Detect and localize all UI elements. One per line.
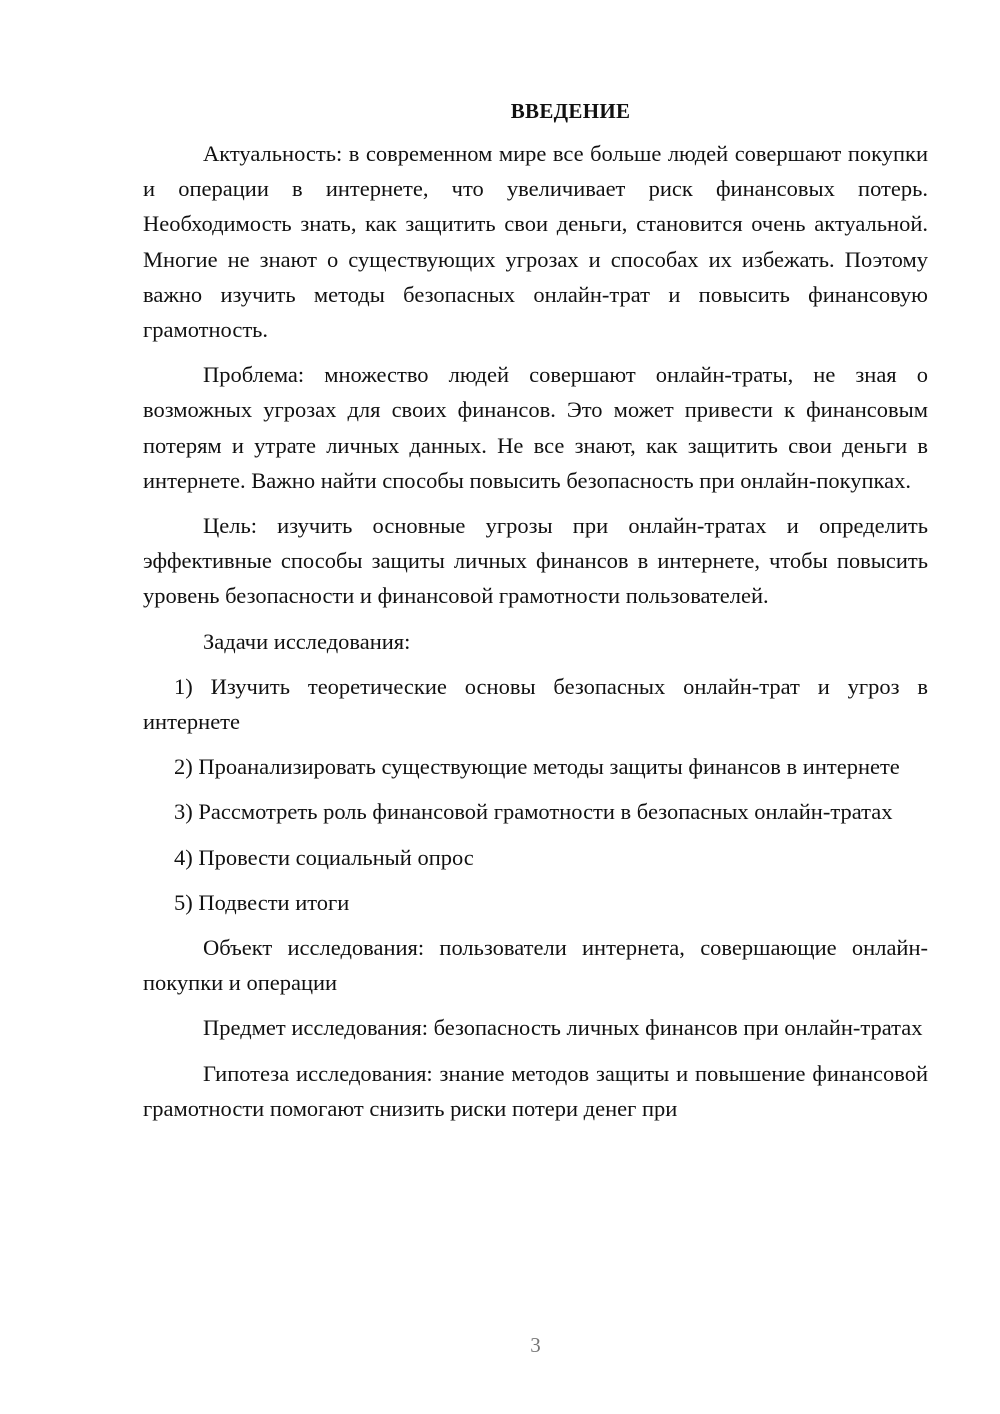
hypothesis-paragraph: Гипотеза исследования: знание методов защиты и повышение финансовой грамотности помогают снизить риски потери денег при — [143, 1060, 928, 1121]
relevance-paragraph: Актуальность: в современном мире все больше людей совершают покупки и операции в интернете, что увеличивает риск финансовых потерь. Необходимость знать, как защитить свои деньги, становится очень актуальной. Многие не знают о существующих угрозах и способах их избежать. Поэтому важно изучить методы безопасных онлайн-трат и повысить финансовую грамотность. — [143, 141, 928, 343]
task-item-5: 5) Подвести итоги — [174, 889, 350, 915]
section-heading: ВВЕДЕНИЕ — [510, 99, 631, 123]
task-item-3: 3) Рассмотреть роль финансовой грамотности в безопасных онлайн-тратах — [174, 799, 893, 825]
problem-paragraph: Проблема: множество людей совершают онлайн-траты, не зная о возможных угрозах для своих финансов. Это может привести к финансовым потерям и утрате личных данных. Не все знают, как защитить свои деньги в интернете. Важно найти способы повысить безопасность при онлайн-покупках. — [143, 362, 928, 493]
document-body — [143, 95, 928, 1126]
task-item-4: 4) Провести социальный опрос — [174, 844, 474, 870]
object-paragraph: Объект исследования: пользователи интернета, совершающие онлайн-покупки и операции — [143, 935, 928, 996]
tasks-heading: Задачи исследования: — [203, 628, 411, 654]
goal-paragraph: Цель: изучить основные угрозы при онлайн-тратах и определить эффективные способы защиты личных финансов в интернете, чтобы повысить уровень безопасности и финансовой грамотности пользователей. — [143, 513, 928, 609]
task-item-2: 2) Проанализировать существующие методы защиты финансов в интернете — [174, 754, 900, 780]
task-item-1: 1) Изучить теоретические основы безопасных онлайн-трат и угроз в интернете — [143, 673, 928, 735]
page-number: 3 — [530, 1333, 541, 1357]
subject-paragraph: Предмет исследования: безопасность личных финансов при онлайн-тратах — [203, 1015, 923, 1041]
